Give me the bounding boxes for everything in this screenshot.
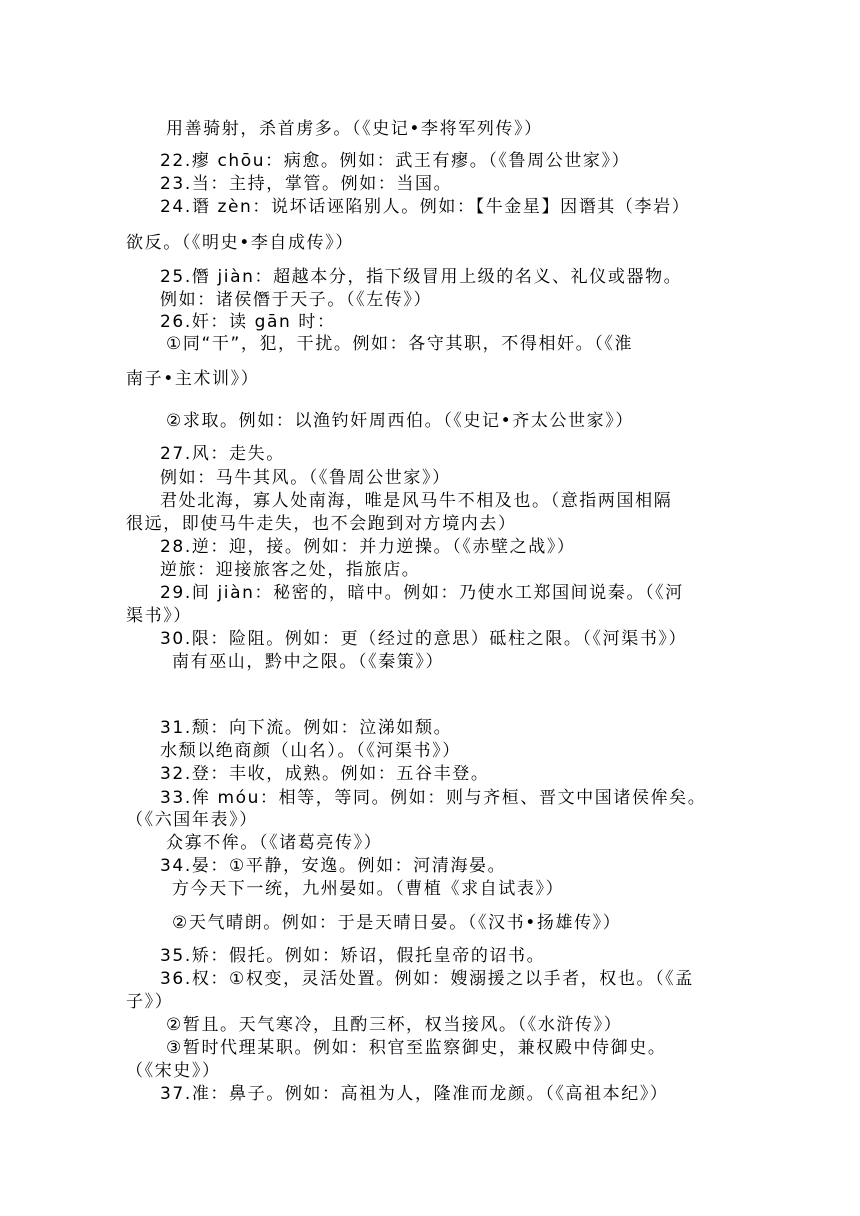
text-line: 32.登：丰收，成熟。例如：五谷丰登。 bbox=[160, 764, 490, 784]
text-line: （《宋史》） bbox=[126, 1061, 221, 1081]
text-line: ②天气晴朗。例如：于是天晴日晏。（《汉书•扬雄传》） bbox=[172, 913, 622, 933]
text-line: 35.矫：假托。例如：矫诏，假托皇帝的诏书。 bbox=[160, 946, 546, 966]
text-line: 26.奸：读 gān 时： bbox=[160, 312, 336, 332]
text-line: 29.间 jiàn：秘密的，暗中。例如：乃使水工郑国间说秦。（《河 bbox=[160, 583, 684, 603]
text-line: 22.瘳 chōu：病愈。例如：武王有瘳。（《鲁周公世家》） bbox=[160, 151, 631, 171]
text-line: 28.逆：迎，接。例如：并力逆操。（《赤壁之战》） bbox=[160, 537, 576, 557]
text-line: 欲反。（《明史•李自成传》） bbox=[126, 233, 354, 253]
text-line: 36.权：①权变，灵活处置。例如：嫂溺援之以手者，权也。（《孟 bbox=[160, 969, 694, 989]
text-line: 方今天下一统，九州晏如。（曹植《求自试表》） bbox=[172, 879, 565, 899]
text-line: 南子•主术训》） bbox=[126, 369, 260, 389]
text-line: 例如：诸侯僭于天子。（《左传》） bbox=[160, 290, 433, 310]
text-line: ③暂时代理某职。例如：积官至监察御史，兼权殿中侍御史。 bbox=[166, 1038, 667, 1058]
text-line: 众寡不侔。（《诸葛亮传》） bbox=[166, 833, 383, 853]
text-line: 例如：马牛其风。（《鲁周公世家》） bbox=[160, 468, 451, 488]
text-line: 34.晏：①平静，安逸。例如：河清海晏。 bbox=[160, 856, 507, 876]
text-line: 33.侔 móu：相等，等同。例如：则与齐桓、晋文中国诸侯侔矣。 bbox=[160, 788, 707, 808]
text-line: 用善骑射，杀首虏多。（《史记•李将军列传》） bbox=[166, 119, 543, 139]
text-line: 23.当：主持，掌管。例如：当国。 bbox=[160, 174, 453, 194]
text-line: （《六国年表》） bbox=[126, 810, 258, 830]
text-line: 27.风：走失。 bbox=[160, 444, 285, 464]
text-line: 24.谮 zèn：说坏话诬陷别人。例如：【牛金星】因谮其（李岩） bbox=[160, 197, 691, 217]
text-line: ②求取。例如：以渔钓奸周西伯。（《史记•齐太公世家》） bbox=[166, 411, 634, 431]
text-line: 子》） bbox=[126, 992, 174, 1012]
text-line: 37.准：鼻子。例如：高祖为人，隆准而龙颜。（《高祖本纪》） bbox=[160, 1084, 669, 1104]
text-line: 逆旅：迎接旅客之处，指旅店。 bbox=[160, 560, 421, 580]
text-line: 31.颓：向下流。例如：泣涕如颓。 bbox=[160, 718, 453, 738]
text-line: 君处北海，寡人处南海，唯是风马牛不相及也。（意指两国相隔 bbox=[160, 491, 673, 511]
text-line: 渠书》） bbox=[126, 606, 192, 626]
text-line: ①同“干”，犯，干扰。例如：各守其职，不得相奸。（《淮 bbox=[166, 334, 634, 354]
text-line: 南有巫山，黔中之限。（《秦策》） bbox=[172, 652, 445, 672]
text-line: 30.限：险阻。例如：更（经过的意思）砥柱之限。（《河渠书》） bbox=[160, 629, 688, 649]
text-line: ②暂且。天气寒冷，且酌三杯，权当接风。（《水浒传》） bbox=[166, 1015, 623, 1035]
text-line: 很远，即使马牛走失，也不会跑到对方境内去） bbox=[126, 514, 517, 534]
text-line: 水颓以绝商颜（山名）。（《河渠书》） bbox=[160, 741, 461, 761]
text-line: 25.僭 jiàn：超越本分，指下级冒用上级的名义、礼仪或器物。 bbox=[160, 267, 683, 287]
